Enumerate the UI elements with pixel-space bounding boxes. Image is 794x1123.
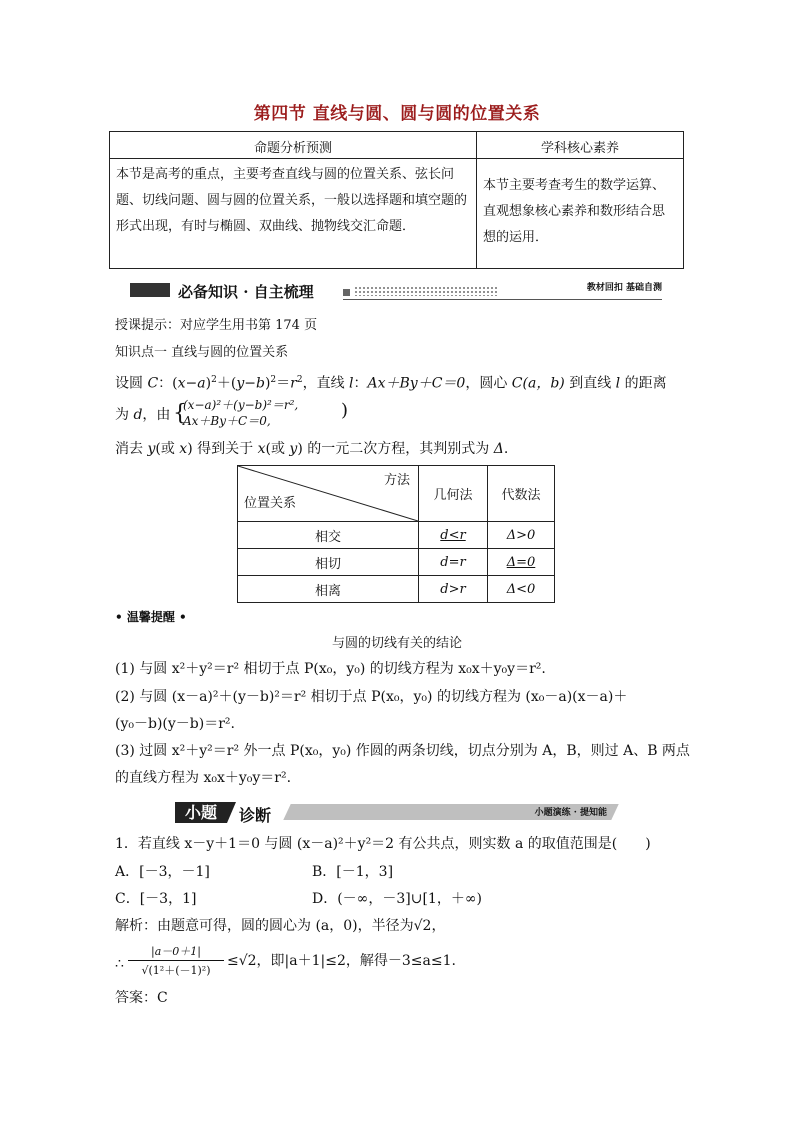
section-box: 小题	[175, 802, 227, 823]
answer: 答案：C	[115, 990, 168, 1006]
conclusion-3: (3) 过圆 x²＋y²＝r² 外一点 P(x₀，y₀) 作圆的两条切线，切点分别为 A，B，则过 A、B 两点	[115, 743, 690, 759]
conclusion-2-cont: (y₀－b)(y－b)＝r².	[115, 716, 235, 732]
relation-cell: 相切	[238, 549, 419, 576]
conclusion-2: (2) 与圆 (x－a)²＋(y－b)²＝r² 相切于点 P(x₀，y₀) 的切线方程为 (x₀－a)(x－a)＋	[115, 689, 628, 705]
method-table	[237, 465, 555, 603]
relation-cell: 相交	[238, 522, 419, 549]
system-close: )	[341, 400, 349, 421]
section-subtitle: 教材回扣 基础自测	[586, 283, 662, 293]
analysis-line-1: 解析：由题意可得，圆的圆心为 (a，0)，半径为√2，	[115, 918, 446, 934]
table-diagonal-cell	[238, 466, 419, 522]
algebraic-cell: Δ=0	[488, 549, 555, 576]
relation-cell: 相离	[238, 576, 419, 603]
paragraph-discriminant: 消去 y(或 x) 得到关于 x(或 y) 的一元二次方程，其判别式为 Δ.	[115, 441, 509, 457]
algebraic-cell: Δ>0	[488, 522, 555, 549]
table-cell-right: 本节主要考查考生的数学运算、直观想象核心素养和数形结合思想的运用．	[483, 178, 666, 245]
table-header-right: 学科核心素养	[540, 141, 619, 156]
option-a: A．[－3，－1]	[115, 864, 210, 880]
table-row	[238, 549, 555, 576]
table-row	[238, 522, 555, 549]
table-divider	[110, 158, 683, 159]
knowledge-point-title: 知识点一 直线与圆的位置关系	[115, 345, 289, 360]
section-header-knowledge	[130, 283, 662, 300]
analysis-line-2: ≤√2，即|a＋1|≤2，解得－3≤a≤1.	[227, 953, 456, 969]
fraction-bar	[128, 960, 224, 961]
system-eq-2: Ax＋By＋C＝0,	[183, 414, 271, 428]
col-header-algebraic: 代数法	[488, 466, 555, 522]
conclusion-1: (1) 与圆 x²＋y²＝r² 相切于点 P(x₀，y₀) 的切线方程为 x₀x＋y₀y＝r².	[115, 661, 546, 677]
brace-icon: {	[173, 401, 187, 426]
diag-top-label: 方法	[383, 473, 410, 488]
lesson-hint: 授课提示：对应学生用书第 174 页	[115, 318, 318, 333]
paragraph-circle: 设圆 C：$(x-a)^2+(y-b)^2=r^2$，直线 l：Ax＋By＋C＝0，圆心 C(a，b) 到直线 l 的距离	[115, 375, 667, 392]
option-b: B．[－1，3]	[312, 864, 394, 880]
col-header-geometric: 几何法	[419, 466, 488, 522]
fraction-denominator: √(1²＋(－1)²)	[141, 964, 211, 977]
table-row	[238, 576, 555, 603]
table-header-left: 命题分析预测	[253, 141, 332, 156]
fraction-numerator: |a－0＋1|	[151, 945, 201, 958]
section-title: 必备知识 · 自主梳理	[178, 283, 314, 301]
geometric-cell: d=r	[419, 549, 488, 576]
question-1: 1．若直线 x－y＋1＝0 与圆 (x－a)²＋y²＝2 有公共点，则实数 a 的取值范围是( )	[115, 836, 651, 852]
table-cell-left: 本节是高考的重点，主要考查直线与圆的位置关系、弦长问题、切线问题、圆与圆的位置关系，一般以选择题和填空题的形式出现，有时与椭圆、双曲线、抛物线交汇命题．	[116, 167, 468, 234]
paragraph-system: 为 d，由	[115, 407, 171, 423]
option-d: D．(－∞，－3]∪[1，＋∞)	[312, 891, 482, 907]
section-subtitle: 小题演练 · 提知能	[534, 808, 607, 818]
conclusion-title: 与圆的切线有关的结论	[331, 636, 462, 651]
section-header-practice	[175, 802, 617, 824]
page-title: 第四节 直线与圆、圆与圆的位置关系	[253, 104, 541, 124]
reminder-label: • 温馨提醒 •	[115, 610, 187, 624]
conclusion-3-cont: 的直线方程为 x₀x＋y₀y＝r².	[115, 770, 292, 786]
option-c: C．[－3，1]	[115, 891, 197, 907]
section-marker	[130, 283, 170, 297]
section-title: 诊断	[239, 806, 272, 825]
therefore-symbol: ∴	[115, 956, 124, 972]
algebraic-cell: Δ<0	[488, 576, 555, 603]
slash-shape	[227, 802, 236, 823]
geometric-cell: d>r	[419, 576, 488, 603]
square-icon	[343, 289, 350, 296]
diag-bottom-label: 位置关系	[244, 496, 297, 511]
analysis-table	[109, 131, 684, 269]
section-rule	[343, 299, 662, 300]
geometric-cell: d<r	[419, 522, 488, 549]
system-eq-1: (x−a)²＋(y−b)²＝r²,	[183, 398, 299, 412]
dot-pattern	[354, 286, 499, 296]
